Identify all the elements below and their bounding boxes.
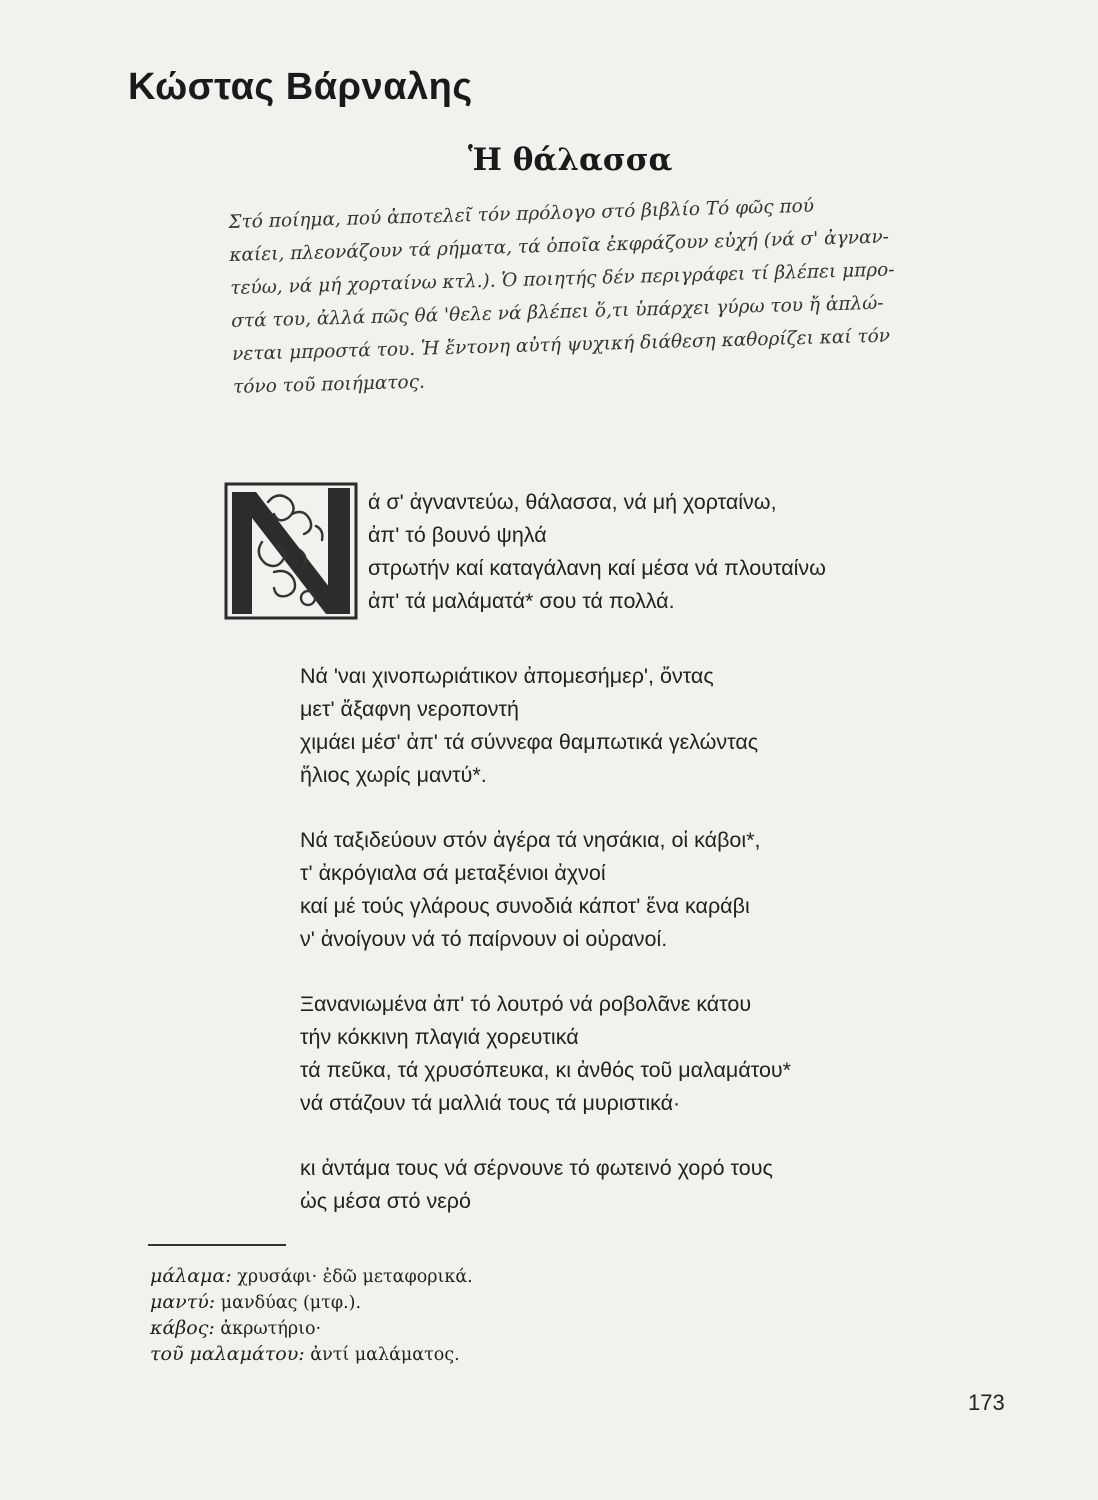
intro-line: καίει, πλεονάζουν τά ρήματα, τά ὁποῖα ἐκφράζουν εὐχή (νά σ' ἀγναν-	[229, 226, 890, 266]
poem-verse: Νά 'ναι χινοπωριάτικον ἀπομεσήμερ', ὄντας	[300, 664, 714, 688]
footnote-definition: μανδύας (μτφ.).	[220, 1293, 362, 1313]
stanza-5	[300, 1152, 773, 1218]
footnotes	[150, 1264, 473, 1368]
poem-verse: νά στάζουν τά μαλλιά τους τά μυριστικά·	[300, 1091, 681, 1115]
footnote-definition: χρυσάφι· ἐδῶ μεταφορικά.	[237, 1267, 473, 1287]
stanza-4	[300, 988, 791, 1120]
poem-verse: τά πεῦκα, τά χρυσόπευκα, κι ἀνθός τοῦ μαλαμάτου*	[300, 1058, 792, 1082]
poem-verse: τήν κόκκινη πλαγιά χορευτικά	[300, 1025, 579, 1049]
poem-verse: καί μέ τούς γλάρους συνοδιά κάποτ' ἕνα καράβι	[300, 894, 750, 918]
poem-verse: χιμάει μέσ' ἀπ' τά σύννεφα θαμπωτικά γελώντας	[300, 730, 759, 754]
poem-verse: ἀπ' τό βουνό ψηλά	[368, 523, 547, 547]
intro-line: νεται μπροστά του. Ἡ ἔντονη αὐτή ψυχική διάθεση καθορίζει καί τόν	[231, 325, 891, 365]
intro-line: Στό ποίημα, πού ἀποτελεῖ τόν πρόλογο στό βιβλίο Τό φῶς πού	[228, 195, 815, 233]
footnote-divider	[148, 1244, 286, 1246]
poem-verse: ἀπ' τά μαλάματά* σου τά πολλά.	[368, 589, 675, 613]
footnote-term: μαντύ:	[150, 1291, 216, 1313]
poem-verse: ὡς μέσα στό νερό	[300, 1189, 471, 1213]
poem-verse: Ξανανιωμένα ἀπ' τό λουτρό νά ροβολᾶνε κάτου	[300, 992, 752, 1016]
footnote-definition: ἀκρωτήριο·	[220, 1319, 322, 1339]
poem-verse: Νά ταξιδεύουν στόν ἀγέρα τά νησάκια, οἱ κάβοι*,	[300, 828, 761, 852]
footnote-definition: ἀντί μαλάματος.	[310, 1345, 460, 1365]
intro-line: τόνο τοῦ ποιήματος.	[232, 371, 426, 398]
poem-verse: ν' ἀνοίγουν νά τό παίρνουν οἱ οὐρανοί.	[300, 927, 668, 951]
poem-verse: ά σ' ἀγναντεύω, θάλασσα, νά μή χορταίνω,	[368, 490, 777, 514]
intro-paragraph	[228, 184, 1005, 403]
poem-title: Ἡ θάλασσα	[468, 142, 673, 178]
intro-line: στά του, ἀλλά πῶς θά 'θελε νά βλέπει ὅ,τι ὑπάρχει γύρω του ἤ ἁπλώ-	[230, 292, 884, 332]
author-name: Κώστας Βάρναλης	[128, 66, 473, 108]
poem-verse: μετ' ἄξαφνη νεροποντή	[300, 697, 519, 721]
poem-verse: στρωτήν καί καταγάλανη καί μέσα νά πλουταίνω	[368, 556, 826, 580]
footnote	[150, 1264, 473, 1290]
poem-verse: τ' ἀκρόγιαλα σά μεταξένιοι ἀχνοί	[300, 861, 606, 885]
stanza-3	[300, 824, 761, 956]
footnote	[150, 1290, 473, 1316]
poem-verse: κι ἀντάμα τους νά σέρνουνε τό φωτεινό χορό τους	[300, 1156, 773, 1180]
dropcap-ornament	[222, 480, 360, 622]
footnote	[150, 1316, 473, 1342]
stanza-2	[300, 660, 758, 792]
page-number: 173	[968, 1390, 1005, 1415]
poem-verse: ἥλιος χωρίς μαντύ*.	[300, 763, 487, 787]
footnote-term: τοῦ μαλαμάτου:	[150, 1343, 305, 1365]
footnote-term: μάλαμα:	[150, 1265, 232, 1287]
footnote	[150, 1342, 473, 1368]
intro-line: τεύω, νά μή χορταίνω κτλ.). Ὁ ποιητής δέν περιγράφει τί βλέπει μπρο-	[230, 259, 895, 299]
footnote-term: κάβος:	[150, 1317, 215, 1339]
stanza-1	[368, 486, 826, 618]
